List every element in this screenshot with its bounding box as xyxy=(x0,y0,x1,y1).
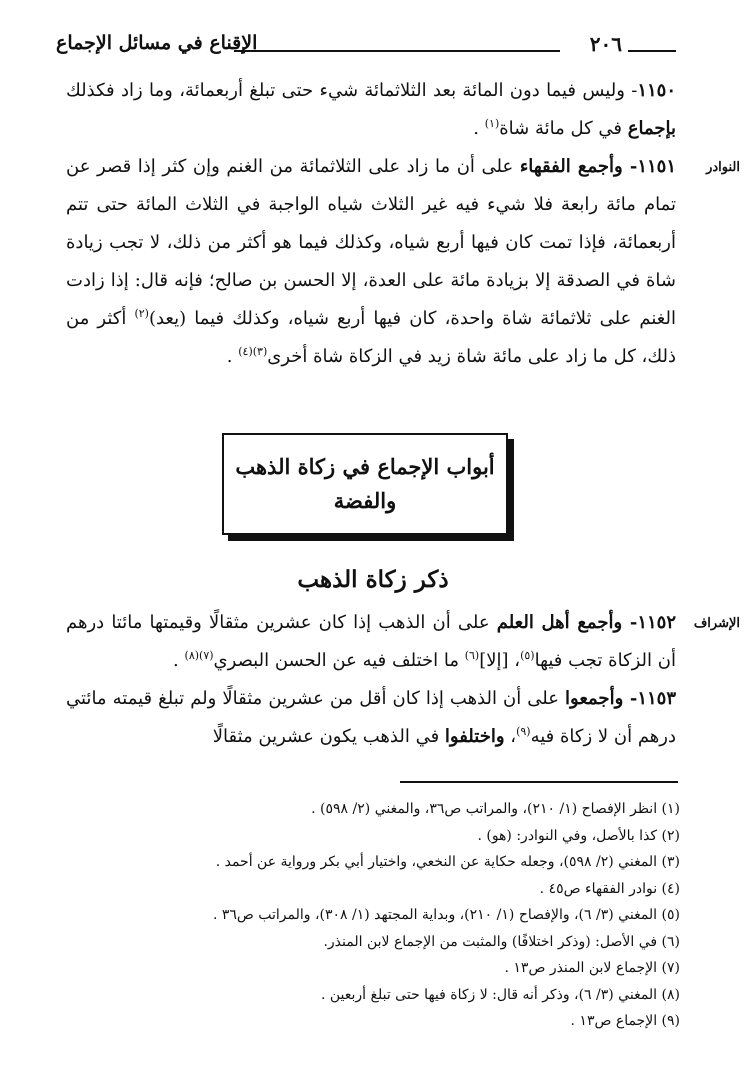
footnote: (٦) في الأصل: (وذكر اختلافًا) والمثبت من الإجماع لابن المنذر. xyxy=(323,933,680,950)
footnotes xyxy=(120,796,680,1035)
header-dash xyxy=(628,50,676,52)
paragraph-end: . xyxy=(473,118,479,139)
paragraph-end: . xyxy=(226,346,233,367)
footnote-ref: (٩) xyxy=(516,725,531,738)
running-header xyxy=(56,30,682,66)
keyword: واختلفوا xyxy=(444,726,505,747)
sub-heading: ذكر زكاة الذهب xyxy=(297,566,449,593)
paragraph-text: على أن الذهب إذا كان عشرين مثقالًا وقيمتها مائتا درهم أن الزكاة تجب فيها xyxy=(66,612,676,671)
paragraph-number: ١١٥٣ xyxy=(637,688,676,709)
footnote: (١) انظر الإفصاح (١/ ٢١٠)، والمراتب ص٣٦، والمغني (٢/ ٥٩٨) . xyxy=(311,801,680,817)
footnote: (٩) الإجماع ص١٣ . xyxy=(570,1013,680,1029)
footnote: (٨) المغني (٣/ ٦)، وذكر أنه قال: لا زكاة فيها حتى تبلغ أربعين . xyxy=(320,986,680,1003)
section-title-box xyxy=(222,433,508,535)
paragraph-text: ، [إلا] xyxy=(479,650,521,671)
paragraph-number: ١١٥٠ xyxy=(637,80,676,101)
margin-note-ishraf: الإشراف xyxy=(693,616,740,631)
footnote-ref: (١) xyxy=(484,117,500,130)
footnote-ref: (٣) xyxy=(252,345,268,358)
paragraph-1150 xyxy=(66,72,676,148)
paragraph-1153 xyxy=(66,680,676,756)
footnote: (٣) المغني (٢/ ٥٩٨)، وجعله حكاية عن النخعي، واختيار أبي بكر ورواية عن أحمد . xyxy=(215,854,680,870)
paragraph-1152 xyxy=(66,604,676,680)
keyword: - وأجمع الفقهاء xyxy=(519,156,638,177)
section-title-line: أبواب الإجماع في زكاة الذهب xyxy=(235,454,495,479)
footnote: (٥) المغني (٣/ ٦)، والإفصاح (١/ ٢١٠)، وبداية المجتهد (١/ ٣٠٨)، والمراتب ص٣٦ . xyxy=(212,907,680,923)
paragraph-text: على أن ما زاد على الثلاثمائة من الغنم وإن كثر إذا قصر عن تمام مائة رابعة فلا شيء فيه غير الثلاث شياه الواجبة في الثلاث المائة حتى تتم أربعمائة، فإذا تمت كان فيها أربع شياه، وكذلك فيما هو أكثر من ذلك، لا تجب زيادة شاة في الصدقة إلا بزيادة مائة على العدة، إلا الحسن بن صالح؛ فإنه قال: إذا زادت الغنم على ثلاثمائة شاة واحدة، كان فيها أربع شياه، وكذلك فيما (يعد) xyxy=(66,156,676,329)
section-title-line: والفضة xyxy=(333,488,397,513)
footnote-ref: (٥) xyxy=(520,649,535,662)
footnote: (٤) نوادر الفقهاء ص٤٥ . xyxy=(539,880,680,897)
page-number: ٢٠٦ xyxy=(589,32,622,56)
paragraph-text: - وليس فيما دون المائة بعد الثلاثمائة شيء حتى تبلغ أربعمائة، وما زاد فكذلك xyxy=(66,80,638,101)
book-title: الإقناع في مسائل الإجماع xyxy=(56,32,258,54)
footnote-separator xyxy=(400,781,678,783)
footnote-ref: (٦) xyxy=(464,649,480,662)
keyword: بإجماع xyxy=(627,118,676,139)
paragraph-end: . xyxy=(173,650,179,671)
footnote-ref: (٧) xyxy=(199,649,214,662)
footnote-ref: (٤) xyxy=(238,345,253,358)
paragraph-1151 xyxy=(66,148,676,376)
paragraph-text: على أن الذهب إذا كان أقل من عشرين مثقالًا ولم تبلغ قيمته مائتي درهم أن لا زكاة فيه xyxy=(66,688,676,747)
footnote: (٧) الإجماع لابن المنذر ص١٣ . xyxy=(504,960,680,976)
paragraph-text: ، xyxy=(504,726,517,747)
keyword: - وأجمعوا xyxy=(565,688,638,709)
footnote-ref: (٢) xyxy=(134,307,149,320)
paragraph-text: أكثر من ذلك، كل ما زاد على مائة شاة زيد في الزكاة شاة أخرى xyxy=(66,308,676,367)
paragraph-number: ١١٥١ xyxy=(637,156,676,177)
paragraph-text: في الذهب يكون عشرين مثقالًا xyxy=(212,726,445,747)
paragraph-text: في كل مائة شاة xyxy=(499,118,628,139)
margin-note-nawadir: النوادر xyxy=(706,160,740,175)
footnote: (٢) كذا بالأصل، وفي النوادر: (هو) . xyxy=(477,827,680,844)
header-rule xyxy=(234,50,560,52)
footnote-ref: (٨) xyxy=(184,649,200,662)
keyword: - وأجمع أهل العلم xyxy=(496,612,638,633)
paragraph-number: ١١٥٢ xyxy=(637,612,676,633)
paragraph-text: ما اختلف فيه عن الحسن البصري xyxy=(213,650,465,671)
